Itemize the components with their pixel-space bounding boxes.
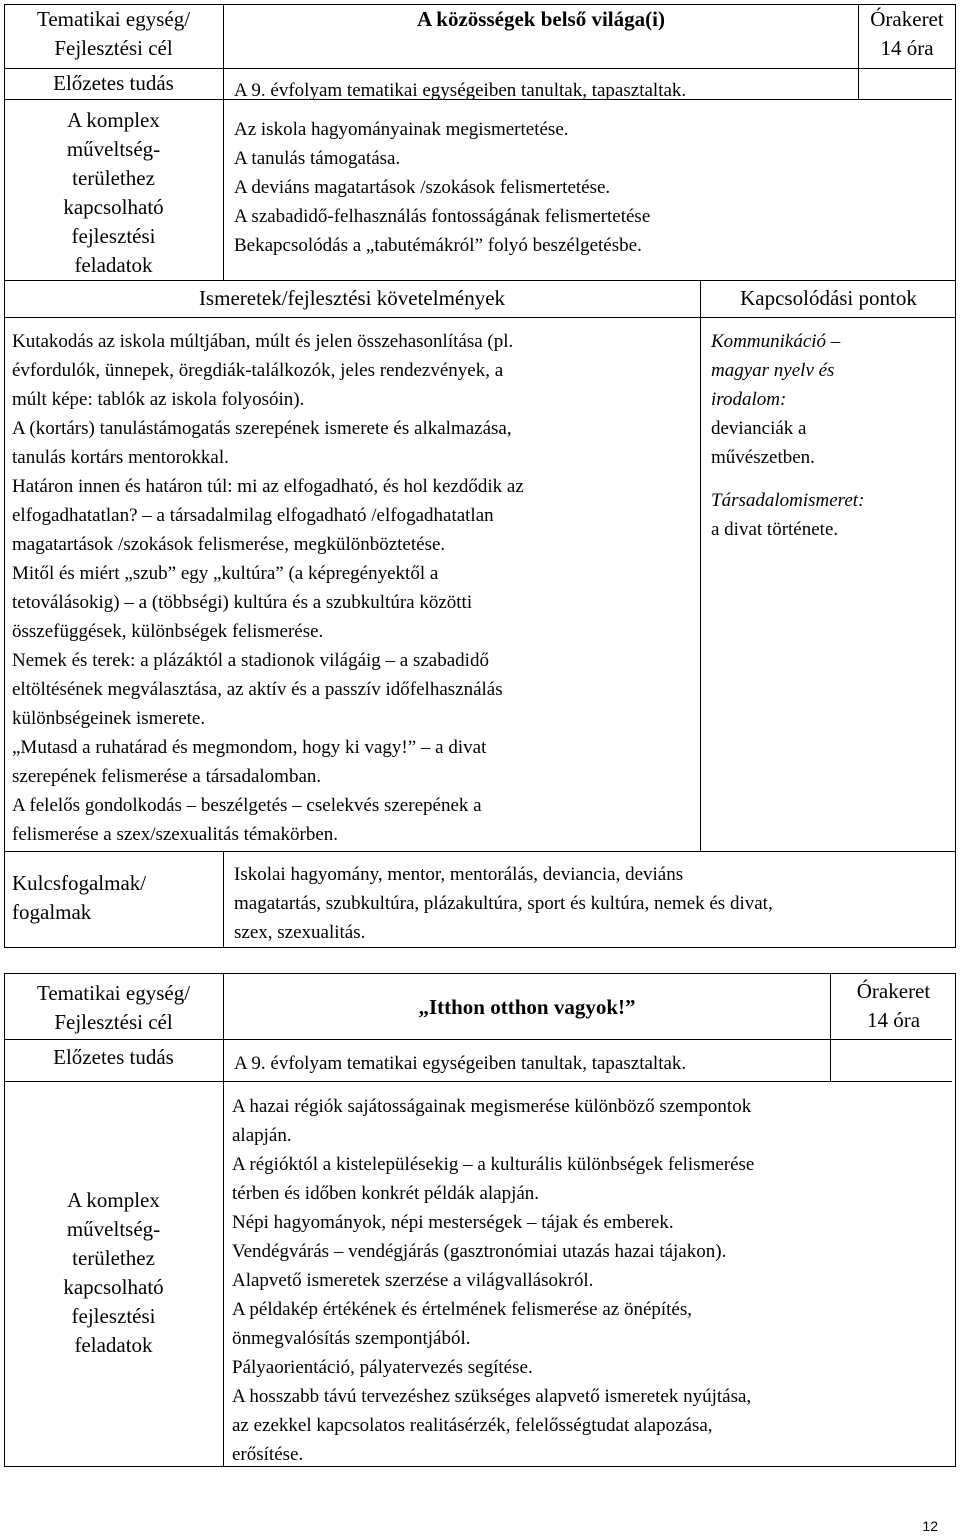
orakeret: Órakeret 14 óra: [870, 7, 944, 60]
table-2-row-divider: [4, 1081, 952, 1082]
orakeret-2: Órakeret 14 óra: [856, 979, 931, 1032]
elozetes-label: Előzetes tudás: [53, 71, 174, 95]
komplex-tasks: Az iskola hagyományainak megismertetése. A tanulás támogatása. A deviáns magatartások /szokások felismertetése. A szabadidő-felhasználás fontosságának felismertetése Bekapcsolódás a „tabutémákról” folyó beszélgetésbe.: [234, 119, 651, 256]
table-1-col-divider: [700, 280, 701, 851]
kapcsolodasi-header: Kapcsolódási pontok: [740, 286, 917, 310]
table-2-row-divider: [4, 1039, 952, 1040]
komplex-label-2: A komplex műveltség- területhez kapcsolható fejlesztési feladatok: [63, 1188, 164, 1357]
page-number: 12: [922, 1518, 938, 1534]
komplex-label: A komplex műveltség- területhez kapcsolható fejlesztési feladatok: [63, 108, 164, 277]
table-1-col-divider: [223, 851, 224, 948]
kulcs-content: Iskolai hagyomány, mentor, mentorálás, deviancia, deviáns magatartás, szubkultúra, plázakultúra, sport és kultúra, nemek és divat, szex, szexualitás.: [234, 864, 773, 943]
kapcsolodasi-content: Kommunikáció – magyar nyelv és irodalom: devianciák a művészetben. Társadalomismeret: a divat története.: [711, 331, 865, 540]
elozetes-text-2: A 9. évfolyam tematikai egységeiben tanultak, tapasztaltak.: [234, 1053, 687, 1074]
ismeretek-header: Ismeretek/fejlesztési követelmények: [198, 286, 506, 310]
table-1-row-divider: [4, 280, 956, 281]
table-1-row-divider: [4, 851, 956, 852]
komplex-tasks-2: A hazai régiók sajátosságainak megismerése különböző szempontok alapján. A régióktól a kistelepülésekig – a kulturális különbségek felismerése térben és időben konkrét példák alapján. Népi hagyományok, népi mesterségek – tájak és emberek. Vendégvárás – vendégjárás (gasztronómiai utazás hazai tájakon). Alapvető ismeretek szerzése a világvallásokról. A példakép értékének és értelmének felismerése az önépítés, önmegvalósítás szempontjából. Pályaorientáció, pályatervezés segítése. A hosszabb távú tervezéshez szükséges alapvető ismeretek nyújtása, az ezekkel kapcsolatos realitásérzék, felelősségtudat alapozása, erősítése.: [232, 1096, 755, 1465]
table-2-col-divider: [223, 973, 224, 1467]
kulcs-label: Kulcsfogalmak/ fogalmak: [12, 871, 147, 924]
table-1-col-divider: [223, 4, 224, 280]
ismeretek-content: Kutakodás az iskola múltjában, múlt és jelen összehasonlítása (pl. évfordulók, ünnepek, öregdiák-találkozók, jeles rendezvények, a múlt képe: tablók az iskola folyosóin). A (kortárs) tanulástámogatás szerepének ismerete és alkalmazása, tanulás kortárs mentorokkal. Határon innen és határon túl: mi az elfogadható, és hol kezdődik az elfogadhatatlan? – a társadalmilag elfogadható /elfogadhatatlan magatartások /szokások felismerése, megkülönböztetése. Mitől és miért „szub” egy „kultúra” (a képregényektől a tetoválásokig) – a (többségi) kultúra és a szubkultúra közötti összefüggések, különbségek felismerése. Nemek és terek: a plázáktól a stadionok világáig – a szabadidő eltöltésének megválasztása, az aktív és a passzív időfelhasználás különbségeinek ismerete. „Mutasd a ruhatárad és megmondom, hogy ki vagy!” – a divat szerepének felismerése a társadalomban. A felelős gondolkodás – beszélgetés – cselekvés szerepének a felismerése a szex/szexualitás témakörben.: [12, 331, 524, 845]
tema-label-2: Tematikai egység/ Fejlesztési cél: [36, 981, 191, 1034]
unit-title: A közösségek belső világa(i): [417, 7, 665, 31]
table-1-row-divider: [4, 317, 956, 318]
unit-title-2: „Itthon otthon vagyok!”: [418, 995, 636, 1019]
elozetes-label-2: Előzetes tudás: [53, 1045, 174, 1069]
elozetes-text: A 9. évfolyam tematikai egységeiben tanultak, tapasztaltak.: [234, 80, 687, 101]
tema-label: Tematikai egység/ Fejlesztési cél: [36, 7, 191, 60]
